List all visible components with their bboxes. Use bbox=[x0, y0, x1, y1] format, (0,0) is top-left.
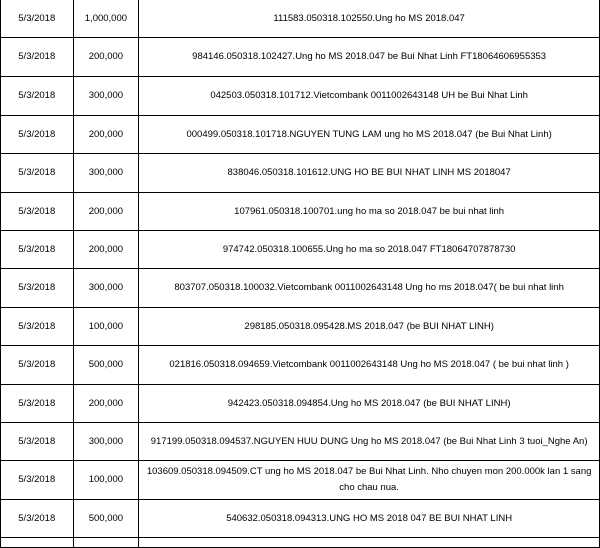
date-cell: 5/3/2018 bbox=[1, 500, 74, 538]
amount-cell bbox=[73, 538, 139, 548]
table-row bbox=[1, 308, 600, 346]
note-cell: 111583.050318.102550.Ung ho MS 2018.047 bbox=[139, 0, 600, 38]
table-row bbox=[1, 423, 600, 461]
amount-cell: 200,000 bbox=[73, 193, 139, 231]
amount-cell: 200,000 bbox=[73, 385, 139, 423]
amount-cell: 500,000 bbox=[73, 500, 139, 538]
date-cell: 5/3/2018 bbox=[1, 77, 74, 116]
note-cell: 803707.050318.100032.Vietcombank 0011002643148 Ung ho ms 2018.047( be bui nhat linh bbox=[139, 269, 600, 308]
date-cell: 5/3/2018 bbox=[1, 116, 74, 154]
note-cell: 942423.050318.094854.Ung ho MS 2018.047 (be BUI NHAT LINH) bbox=[139, 385, 600, 423]
note-cell bbox=[139, 538, 600, 548]
date-cell bbox=[1, 538, 74, 548]
table-row bbox=[1, 154, 600, 193]
table-row bbox=[1, 116, 600, 154]
date-cell: 5/3/2018 bbox=[1, 346, 74, 385]
amount-cell: 200,000 bbox=[73, 231, 139, 269]
date-cell: 5/3/2018 bbox=[1, 423, 74, 461]
amount-cell: 300,000 bbox=[73, 77, 139, 116]
note-cell: 540632.050318.094313.UNG HO MS 2018 047 BE BUI NHAT LINH bbox=[139, 500, 600, 538]
note-cell: 984146.050318.102427.Ung ho MS 2018.047 be Bui Nhat Linh FT18064606955353 bbox=[139, 38, 600, 77]
table-row bbox=[1, 269, 600, 308]
table-row bbox=[1, 461, 600, 500]
note-cell: 974742.050318.100655.Ung ho ma so 2018.047 FT18064707878730 bbox=[139, 231, 600, 269]
date-cell: 5/3/2018 bbox=[1, 154, 74, 193]
amount-cell: 100,000 bbox=[73, 461, 139, 500]
amount-cell: 500,000 bbox=[73, 346, 139, 385]
table-row bbox=[1, 231, 600, 269]
date-cell: 5/3/2018 bbox=[1, 308, 74, 346]
amount-cell: 200,000 bbox=[73, 116, 139, 154]
table-row bbox=[1, 193, 600, 231]
note-cell: 021816.050318.094659.Vietcombank 0011002643148 Ung ho MS 2018.047 ( be bui nhat linh ) bbox=[139, 346, 600, 385]
table-row bbox=[1, 538, 600, 548]
date-cell: 5/3/2018 bbox=[1, 231, 74, 269]
note-cell: 103609.050318.094509.CT ung ho MS 2018.047 be Bui Nhat Linh. Nho chuyen mon 200.000k lan 1 sang cho chau nua. bbox=[139, 461, 600, 500]
note-cell: 042503.050318.101712.Vietcombank 0011002643148 UH be Bui Nhat Linh bbox=[139, 77, 600, 116]
amount-cell: 300,000 bbox=[73, 269, 139, 308]
note-cell: 107961.050318.100701.ung ho ma so 2018.047 be bui nhat linh bbox=[139, 193, 600, 231]
note-cell: 298185.050318.095428.MS 2018.047 (be BUI NHAT LINH) bbox=[139, 308, 600, 346]
table-row bbox=[1, 0, 600, 38]
table-row bbox=[1, 77, 600, 116]
date-cell: 5/3/2018 bbox=[1, 193, 74, 231]
date-cell: 5/3/2018 bbox=[1, 38, 74, 77]
amount-cell: 300,000 bbox=[73, 154, 139, 193]
note-cell: 000499.050318.101718.NGUYEN TUNG LAM ung ho MS 2018.047 (be Bui Nhat Linh) bbox=[139, 116, 600, 154]
amount-cell: 300,000 bbox=[73, 423, 139, 461]
amount-cell: 200,000 bbox=[73, 38, 139, 77]
date-cell: 5/3/2018 bbox=[1, 385, 74, 423]
date-cell: 5/3/2018 bbox=[1, 461, 74, 500]
note-cell: 838046.050318.101612.UNG HO BE BUI NHAT LINH MS 2018047 bbox=[139, 154, 600, 193]
table-row bbox=[1, 385, 600, 423]
table-row bbox=[1, 346, 600, 385]
date-cell: 5/3/2018 bbox=[1, 269, 74, 308]
amount-cell: 1,000,000 bbox=[73, 0, 139, 38]
donation-rows bbox=[1, 0, 600, 548]
date-cell: 5/3/2018 bbox=[1, 0, 74, 38]
note-cell: 917199.050318.094537.NGUYEN HUU DUNG Ung ho MS 2018.047 (be Bui Nhat Linh 3 tuoi_Nghe An) bbox=[139, 423, 600, 461]
table-row bbox=[1, 38, 600, 77]
amount-cell: 100,000 bbox=[73, 308, 139, 346]
